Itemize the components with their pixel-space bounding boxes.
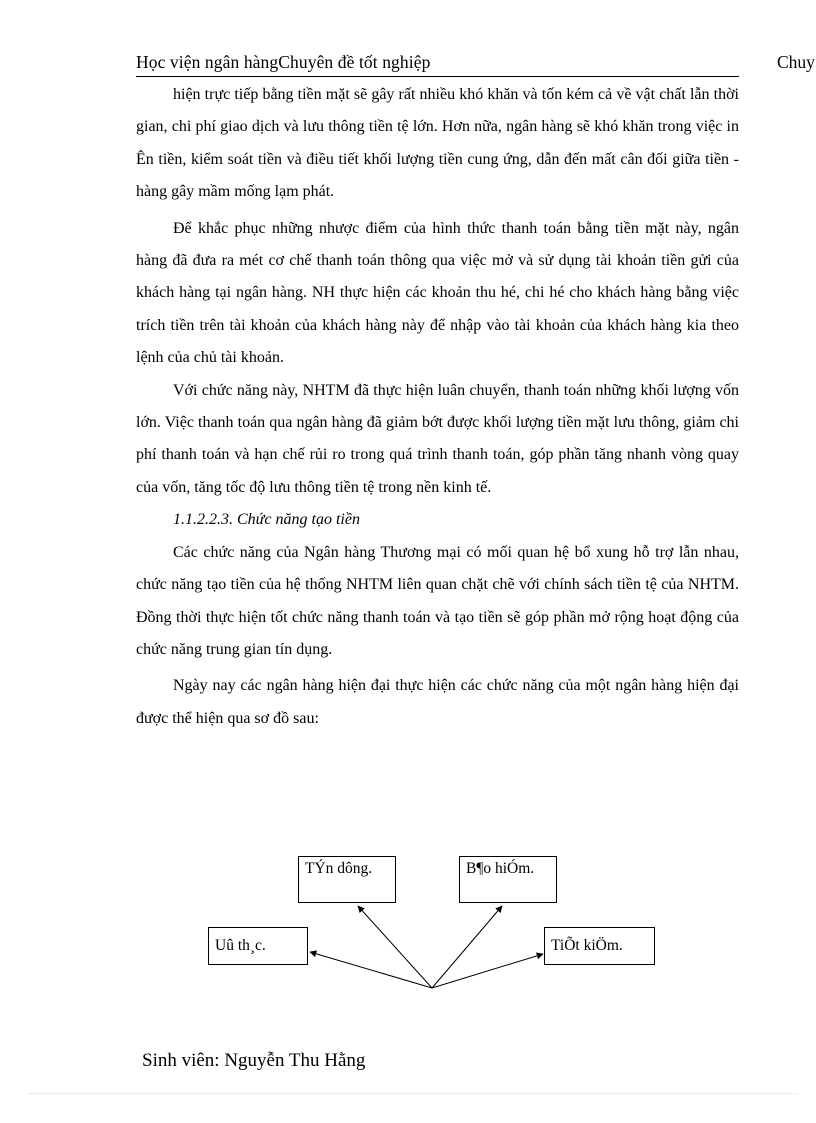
paragraph-nhtm-payment-function: Với chức năng này, NHTM đã thực hiện luân chuyển, thanh toán những khối lượng vốn lớn. Việc thanh toán qua ngân hàng đã giảm bớt được khối lượng tiền mặt lưu thông, giảm chi phí thanh toán và hạn chế rủi ro trong quá trình thanh toán, góp phần tăng nhanh vòng quay của vốn, tăng tốc độ lưu thông tiền tệ trong nền kinh tế. (136, 381, 739, 496)
box-credit: TÝn dông. (298, 856, 396, 903)
box-savings: TiÕt kiÖm. (544, 927, 655, 965)
header-right-truncated: Chuy (777, 52, 815, 72)
paragraph-account-payment-mechanism: Để khắc phục những nhược điểm của hình thức thanh toán bằng tiền mặt này, ngân hàng đã đưa ra mét cơ chế thanh toán thông qua việc mở và sử dụng tài khoản tiền gửi của khách hàng tại ngân hàng. NH thực hiện các khoản thu hé, chi hé cho khách hàng bằng việc trích tiền trên tài khoản của khách hàng này để nhập vào tài khoản của khách hàng kia theo lệnh của chủ tài khoản. (136, 219, 739, 367)
arrow-to-savings (432, 954, 543, 988)
box-insurance: B¶o hiÓm. (459, 856, 557, 903)
paragraph-cash-payment-drawbacks: hiện trực tiếp bằng tiền mặt sẽ gây rất nhiều khó khăn và tốn kém cả về vật chất lẫn thời gian, chi phí giao dịch và lưu thông tiền tệ lớn. Hơn nữa, ngân hàng sẽ khó khăn trong việc in Ên tiền, kiểm soát tiền và điều tiết khối lượng tiền cung ứng, dẫn đến mất cân đối giữa tiền - hàng gây mầm mống lạm phát. (136, 86, 739, 201)
footer-author: Sinh viên: Nguyễn Thu Hằng (142, 1050, 366, 1071)
box-trust: Uû th¸c. (208, 927, 308, 965)
header-title: Học viện ngân hàngChuyên đề tốt nghiệp (136, 52, 431, 72)
arrow-to-insurance (432, 906, 502, 988)
paragraph-functions-relationship: Các chức năng của Ngân hàng Thương mại có mối quan hệ bổ xung hỗ trợ lẫn nhau, chức năng tạo tiền của hệ thống NHTM liên quan chặt chẽ với chính sách tiền tệ của NHTM. Đồng thời thực hiện tốt chức năng thanh toán và tạo tiền sẽ góp phần mở rộng hoạt động của chức năng trung gian tín dụng. (136, 543, 739, 658)
arrow-to-trust (310, 952, 432, 988)
paragraph-diagram-intro: Ngày nay các ngân hàng hiện đại thực hiện các chức năng của một ngân hàng hiện đại được thể hiện qua sơ đồ sau: (136, 677, 739, 727)
page-footer-divider (28, 1093, 798, 1094)
arrow-to-credit (358, 906, 432, 988)
section-heading-money-creation: 1.1.2.2.3. Chức năng tạo tiền (173, 511, 360, 529)
